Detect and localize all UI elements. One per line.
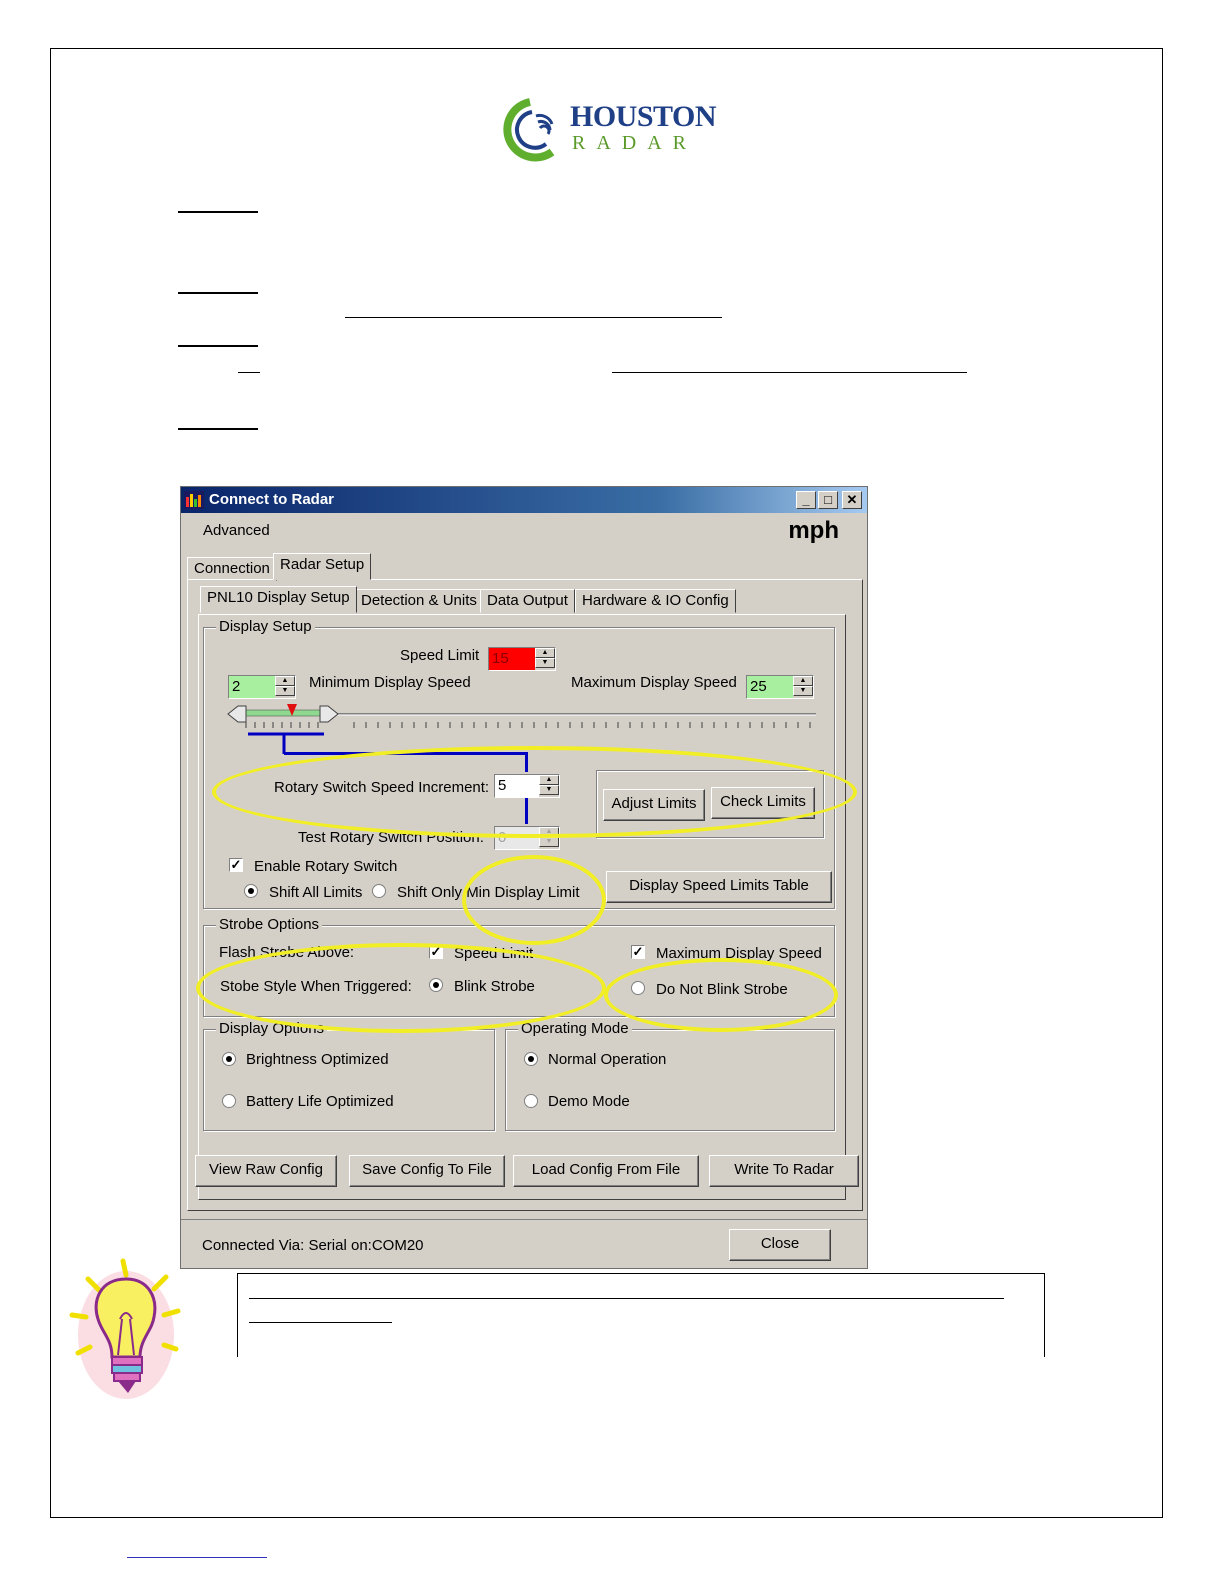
speed-limit-checkbox[interactable]: ✓: [430, 944, 442, 959]
demo-mode-label: Demo Mode: [548, 1093, 630, 1110]
min-display-speed-value: 2: [232, 678, 241, 695]
speed-limit-checkbox-label: Speed Limit: [454, 945, 534, 962]
brightness-optimized-label: Brightness Optimized: [246, 1051, 389, 1068]
rotary-increment-value: 5: [498, 777, 507, 794]
tip-box: [237, 1273, 1045, 1357]
tab-data-output[interactable]: Data Output: [480, 589, 575, 613]
title-bar[interactable]: [181, 487, 867, 513]
normal-operation-radio[interactable]: [524, 1052, 538, 1066]
tab-detection-units[interactable]: Detection & Units: [354, 589, 484, 613]
link-rule: [238, 372, 260, 373]
limits-group: [596, 770, 824, 838]
spinner-arrows[interactable]: ▲ ▼: [793, 676, 813, 698]
blink-strobe-label: Blink Strobe: [454, 978, 535, 995]
operating-mode-group: [505, 1020, 835, 1131]
connection-status: Connected Via: Serial on:COM20: [202, 1237, 424, 1254]
status-separator: [181, 1219, 867, 1220]
display-options-group: [203, 1020, 495, 1131]
window-title: Connect to Radar: [209, 491, 335, 508]
display-setup-group: [203, 618, 835, 909]
link-rule: [612, 372, 967, 373]
save-config-button[interactable]: Save Config To File: [349, 1155, 505, 1187]
shift-only-min-radio[interactable]: [372, 884, 386, 898]
max-display-speed-checkbox[interactable]: ✓: [632, 944, 644, 959]
display-setup-panel: [198, 614, 846, 1200]
max-display-speed-checkbox-label: Maximum Display Speed: [656, 945, 822, 962]
footer-link-rule: [127, 1557, 267, 1558]
app-icon: [184, 491, 204, 509]
test-rotary-label: Test Rotary Switch Position:: [298, 829, 484, 846]
tab-connection[interactable]: Connection: [187, 557, 277, 581]
spinner-arrows[interactable]: ▲ ▼: [539, 775, 559, 797]
enable-rotary-label: Enable Rotary Switch: [254, 858, 398, 875]
brightness-optimized-radio[interactable]: [222, 1052, 236, 1066]
min-display-speed-label: Minimum Display Speed: [309, 674, 471, 691]
battery-optimized-radio[interactable]: [222, 1094, 236, 1108]
view-raw-config-button[interactable]: View Raw Config: [195, 1155, 337, 1187]
spinner-arrows[interactable]: ▲ ▼: [539, 827, 559, 849]
flash-strobe-above-label: Flash Strobe Above:: [219, 944, 355, 961]
lightbulb-icon: [68, 1257, 186, 1407]
strobe-style-label: Stobe Style When Triggered:: [220, 978, 412, 995]
menu-advanced[interactable]: Advanced: [203, 522, 270, 539]
heading-rule: [178, 428, 258, 430]
normal-operation-label: Normal Operation: [548, 1051, 667, 1068]
logo-line1: HOUSTON: [570, 100, 716, 133]
heading-rule: [178, 211, 258, 213]
strobe-options-group: [203, 916, 835, 1017]
maximize-button[interactable]: □: [818, 491, 838, 509]
speed-range-slider[interactable]: [224, 700, 824, 756]
shift-all-limits-label: Shift All Limits: [269, 884, 363, 901]
tab-radar-setup[interactable]: Radar Setup: [273, 553, 371, 580]
minimize-button[interactable]: _: [796, 491, 816, 509]
close-button[interactable]: Close: [729, 1229, 831, 1261]
tab-hardware-io-config[interactable]: Hardware & IO Config: [575, 589, 736, 613]
units-label: mph: [788, 517, 839, 544]
group-label: Display Setup: [216, 618, 315, 635]
min-display-speed-spinner[interactable]: [228, 675, 296, 699]
rotary-increment-label: Rotary Switch Speed Increment:: [274, 779, 490, 796]
connector-line: [284, 752, 528, 755]
tip-rule: [249, 1298, 1004, 1299]
shift-all-limits-radio[interactable]: [244, 884, 258, 898]
rotary-increment-spinner[interactable]: [494, 774, 560, 798]
blink-strobe-radio[interactable]: [429, 978, 443, 992]
tab-pnl10-display-setup[interactable]: PNL10 Display Setup: [200, 586, 357, 613]
radar-setup-panel: [187, 579, 863, 1211]
heading-rule: [178, 292, 258, 294]
load-config-button[interactable]: Load Config From File: [513, 1155, 699, 1187]
display-speed-limits-table-button[interactable]: Display Speed Limits Table: [606, 871, 832, 903]
max-display-speed-value: 25: [750, 678, 767, 695]
no-blink-strobe-radio[interactable]: [631, 981, 645, 995]
enable-rotary-checkbox[interactable]: ✓: [230, 857, 242, 872]
connector-line: [525, 752, 528, 772]
demo-mode-radio[interactable]: [524, 1094, 538, 1108]
max-display-speed-spinner[interactable]: [746, 675, 814, 699]
check-limits-button[interactable]: Check Limits: [711, 787, 815, 819]
no-blink-strobe-label: Do Not Blink Strobe: [656, 981, 788, 998]
max-display-speed-label: Maximum Display Speed: [571, 674, 737, 691]
battery-optimized-label: Battery Life Optimized: [246, 1093, 394, 1110]
spinner-arrows[interactable]: ▲ ▼: [275, 676, 295, 698]
spinner-arrows[interactable]: ▲ ▼: [535, 648, 555, 670]
test-rotary-value: 0: [498, 829, 507, 846]
radar-swirl-icon: [492, 96, 568, 162]
link-rule: [345, 317, 722, 318]
speed-limit-spinner[interactable]: [488, 647, 556, 671]
logo-line2: RADAR: [572, 132, 698, 154]
group-label: Operating Mode: [518, 1020, 632, 1037]
group-label: Display Options: [216, 1020, 327, 1037]
houston-radar-logo: [492, 96, 722, 162]
write-to-radar-button[interactable]: Write To Radar: [709, 1155, 859, 1187]
shift-only-min-label: Shift Only Min Display Limit: [397, 884, 580, 901]
adjust-limits-button[interactable]: Adjust Limits: [603, 789, 705, 821]
connect-to-radar-window: [180, 486, 868, 1269]
speed-limit-label: Speed Limit: [400, 647, 480, 664]
connector-line: [525, 796, 528, 824]
tip-rule: [249, 1322, 392, 1323]
speed-limit-value: 15: [492, 650, 509, 667]
heading-rule: [178, 345, 258, 347]
close-window-button[interactable]: ✕: [842, 491, 862, 509]
test-rotary-spinner[interactable]: [494, 826, 560, 850]
group-label: Strobe Options: [216, 916, 322, 933]
